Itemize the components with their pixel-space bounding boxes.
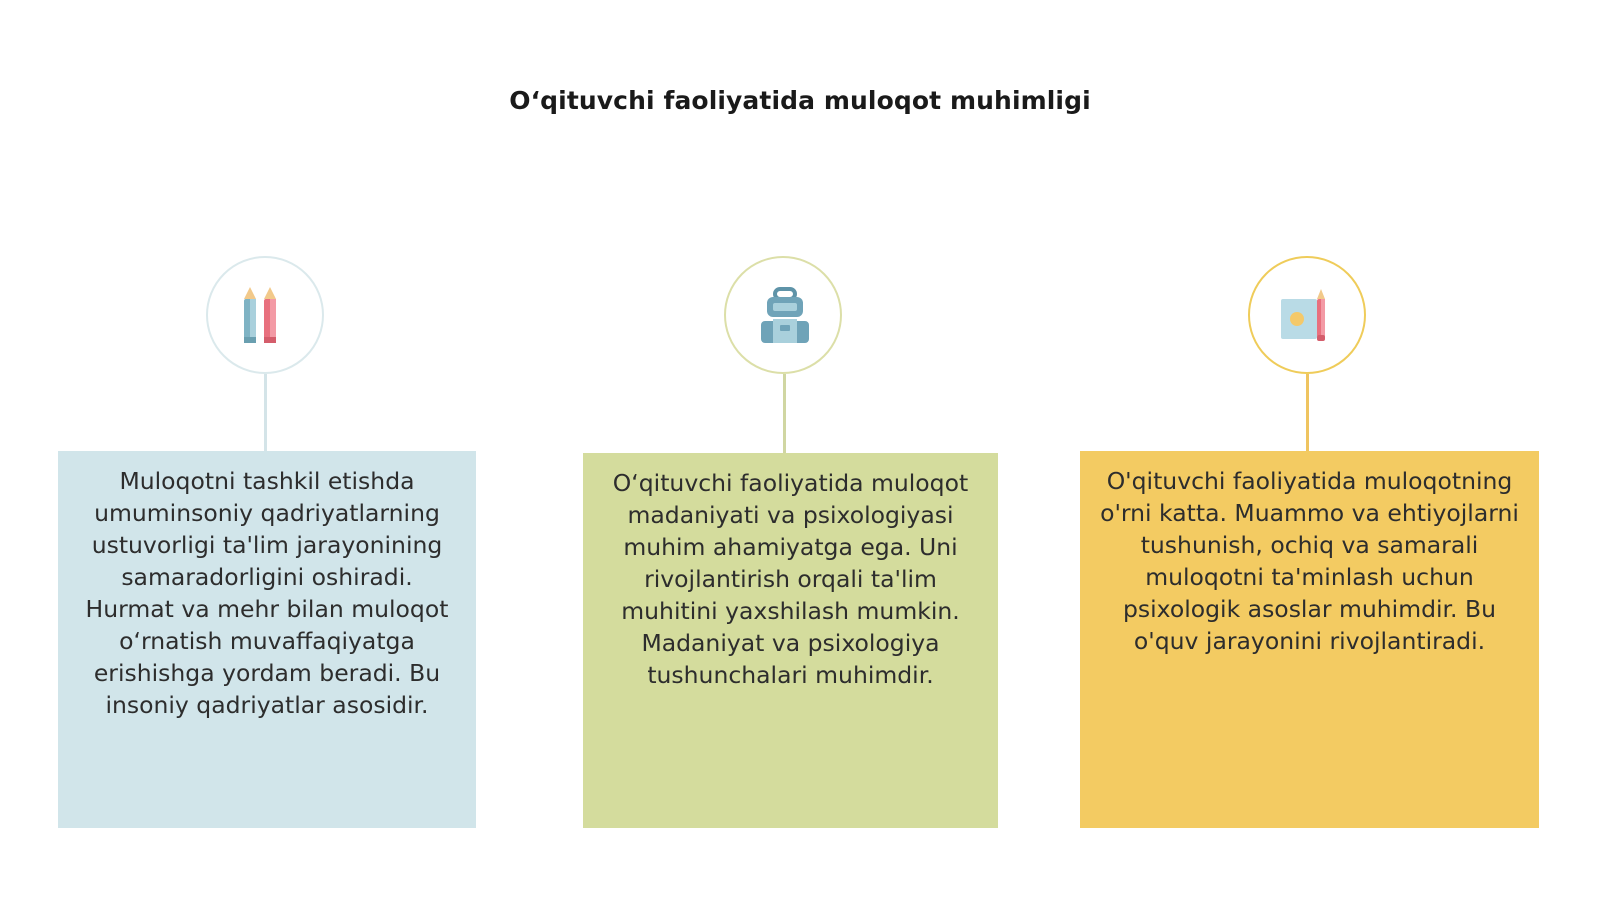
slide-title: O‘qituvchi faoliyatida muloqot muhimligi [509, 86, 1091, 115]
drawing-pencil-icon [1277, 285, 1341, 349]
info-card-2 [583, 453, 998, 828]
info-card-1 [58, 451, 476, 828]
pencils-icon [235, 285, 299, 349]
card-text-3: O'qituvchi faoliyatida muloqotning o'rni katta. Muammo va ehtiyojlarni tushunish, ochiq va samarali muloqotni ta'minlash uchun psixologik asoslar muhimdir. Bu o'quv jarayonini rivojlantiradi. [1100, 467, 1519, 655]
connector-line-2 [783, 374, 786, 453]
icon-circle-3 [1248, 256, 1366, 374]
icon-circle-1 [206, 256, 324, 374]
icon-circle-2 [724, 256, 842, 374]
info-card-3 [1080, 451, 1539, 828]
backpack-icon [753, 285, 817, 349]
connector-line-1 [264, 374, 267, 451]
connector-line-3 [1306, 374, 1309, 451]
card-text-2: O‘qituvchi faoliyatida muloqot madaniyati va psixologiyasi muhim ahamiyatga ega. Uni rivojlantirish orqali ta'lim muhitini yaxshilash mumkin. Madaniyat va psixologiya tushunchalari muhimdir. [612, 469, 969, 689]
card-text-1: Muloqotni tashkil etishda umuminsoniy qadriyatlarning ustuvorligi ta'lim jarayonining samaradorligini oshiradi. Hurmat va mehr bilan muloqot o‘rnatish muvaffaqiyatga erishishga yordam beradi. Bu insoniy qadriyatlar asosidir. [85, 467, 449, 719]
